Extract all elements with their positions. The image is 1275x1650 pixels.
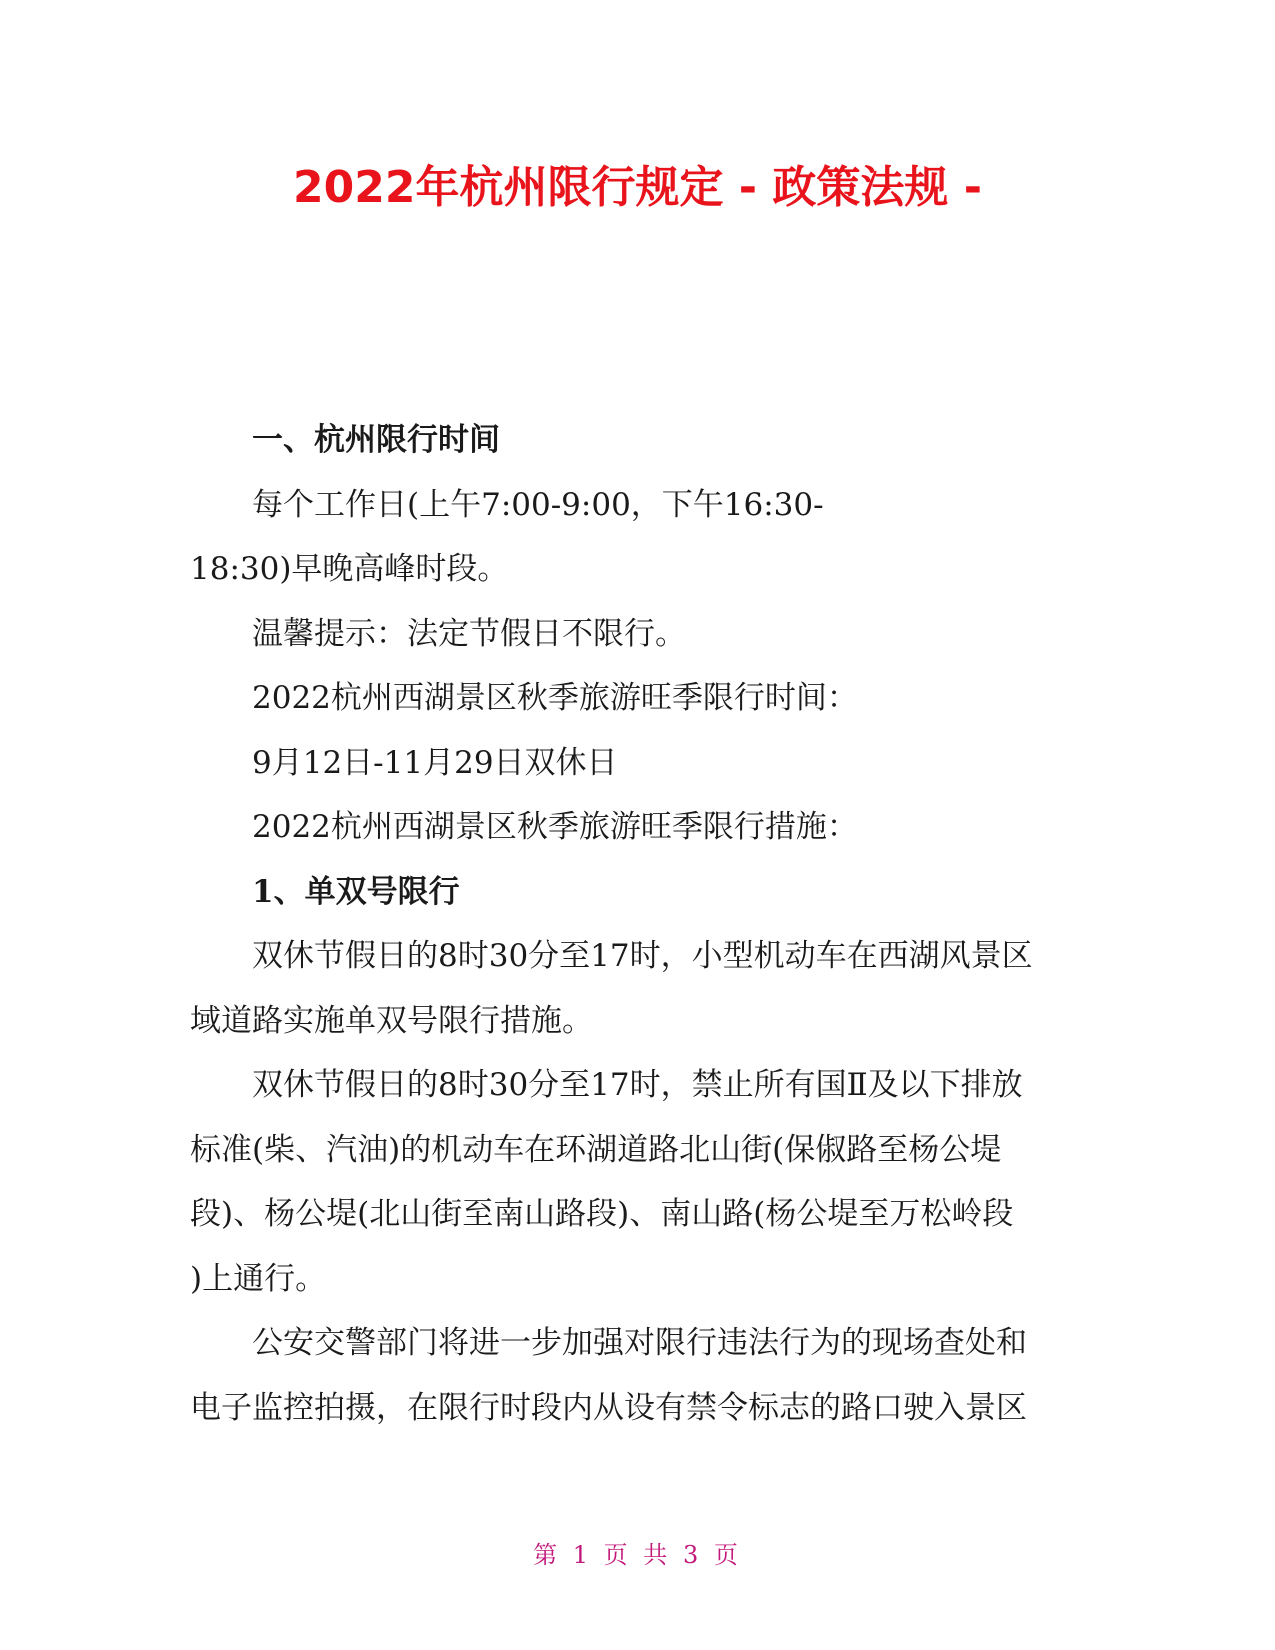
paragraph-line: 温馨提示：法定节假日不限行。 [252,615,686,652]
paragraph-line: 每个工作日(上午7:00-9:00，下午16:30- [252,486,824,523]
paragraph-line: )上通行。 [190,1260,327,1297]
paragraph-line: 域道路实施单双号限行措施。 [190,1002,593,1039]
section-heading-odd-even: 1、单双号限行 [252,873,460,910]
paragraph-line: 18:30)早晚高峰时段。 [190,551,509,587]
paragraph-line: 公安交警部门将进一步加强对限行违法行为的现场查处和 [252,1325,1027,1361]
page-number: 第 1 页 共 3 页 [533,1541,742,1569]
document-title: 2022年杭州限行规定 - 政策法规 - [293,162,982,213]
paragraph-line: 标准(柴、汽油)的机动车在环湖道路北山街(保俶路至杨公堤 [190,1131,1002,1168]
paragraph-line: 双休节假日的8时30分至17时，禁止所有国Ⅱ及以下排放 [252,1067,1023,1103]
document-body [190,408,1090,1440]
paragraph-line: 2022杭州西湖景区秋季旅游旺季限行措施： [252,809,858,845]
paragraph-line: 2022杭州西湖景区秋季旅游旺季限行时间： [252,680,858,716]
section-heading-time: 一、杭州限行时间 [252,422,500,458]
paragraph-line: 9月12日-11月29日双休日 [252,744,618,781]
paragraph-line: 段)、杨公堤(北山街至南山路段)、南山路(杨公堤至万松岭段 [190,1196,1014,1232]
paragraph-line: 电子监控拍摄，在限行时段内从设有禁令标志的路口驶入景区 [190,1389,1027,1426]
paragraph-line: 双休节假日的8时30分至17时，小型机动车在西湖风景区 [252,938,1033,974]
